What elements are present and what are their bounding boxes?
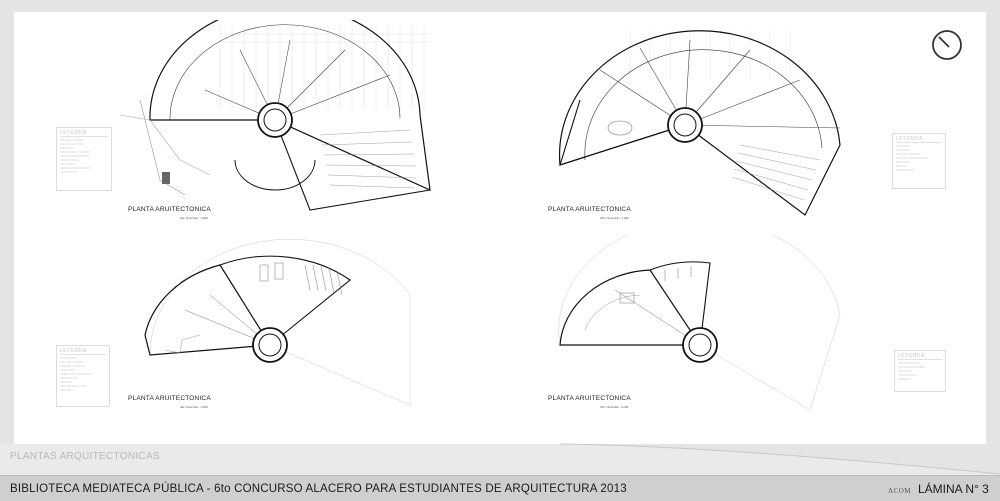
legend-item: RECEPCION Y CONTROL — [60, 151, 92, 154]
floor-plan-3-scale: 3Er. Nivel Esc. 1:200 — [180, 405, 208, 409]
legend-item: CIRCULACION — [898, 374, 916, 377]
legend-item: MEDIATECA — [896, 145, 911, 148]
floor-plan-1 — [110, 20, 470, 220]
legend-heading: LEYENDA — [898, 353, 942, 360]
legend-item: SALA DE REUNIONES — [898, 366, 925, 369]
floor-plan-4-title: PLANTA ARUITECTONICA — [548, 395, 631, 402]
legend-item: SERVICIOS — [896, 161, 911, 164]
floor-plan-4-scale: 4To. Nivel Esc. 1:200 — [600, 405, 629, 409]
legend-item: VESTIBULO — [60, 389, 75, 392]
floor-plan-1-legend — [56, 127, 112, 191]
legend-heading: LEYENDA — [896, 136, 942, 143]
legend-item: ESTANTERIA — [60, 357, 77, 360]
legend-item: AREA DE COMPUTO — [60, 365, 86, 368]
floor-plan-1-title: PLANTA ARUITECTONICA — [128, 206, 211, 213]
legend-item: SERVICIOS SANITARIOS — [60, 167, 91, 170]
floor-plan-3-drawing — [110, 235, 430, 420]
legend-item: CIRCULACION — [60, 171, 78, 174]
legend-item: TERRAZA — [898, 378, 911, 381]
floor-plan-2-drawing — [540, 20, 870, 220]
legend-item: AUDITORIO — [60, 147, 75, 150]
legend-item: TERRAZA — [60, 381, 73, 384]
section-label: PLANTAS ARQUITECTONICAS — [10, 451, 160, 462]
legend-item: AREA DE DESCANSO — [60, 385, 87, 388]
legend-item: CIRCULACION — [896, 169, 914, 172]
legend-item: SALA DE INTERNET — [896, 153, 921, 156]
floor-plan-3 — [110, 235, 430, 420]
legend-item: SERVICIOS — [898, 370, 913, 373]
floor-plan-1-scale: 1Er. Nivel Esc. 1:200 — [180, 216, 208, 220]
floor-plan-1-drawing — [110, 20, 470, 220]
floor-plan-2-scale: 2Do. Nivel Esc. 1:200 — [600, 216, 629, 220]
acom-logo: ACOM — [888, 487, 912, 495]
legend-heading: LEYENDA — [60, 130, 108, 137]
footer-title: BIBLIOTECA MEDIATECA PÚBLICA - 6to CONCURSO ALACERO PARA ESTUDIANTES DE ARQUITECTURA 2013 — [10, 483, 627, 495]
legend-item: SERVICIOS — [60, 369, 75, 372]
legend-item: ADMINISTRACION — [898, 362, 921, 365]
legend-heading: LEYENDA — [60, 348, 106, 355]
legend-item: SALA DE LECTURA — [60, 361, 84, 364]
floor-plan-4-drawing — [540, 235, 870, 420]
floor-plan-2 — [540, 20, 870, 220]
footer-bar — [0, 475, 1000, 501]
legend-item: SALA DE LECTURA — [60, 139, 84, 142]
legend-item: BODEGA — [896, 165, 908, 168]
floor-plan-4-legend — [894, 350, 946, 392]
floor-plan-4 — [540, 235, 870, 420]
legend-item: CIRCULACION — [60, 377, 78, 380]
legend-item: AREA ADMINISTRATIVA — [60, 155, 89, 158]
legend-item: LUDOTECA — [896, 149, 911, 152]
floor-plan-3-legend — [56, 345, 110, 407]
legend-item: CAFETERIA — [60, 163, 75, 166]
floor-plan-3-title: PLANTA ARUITECTONICA — [128, 395, 211, 402]
floor-plan-2-legend — [892, 133, 946, 189]
legend-item: SALA DE LECTURA — [60, 143, 84, 146]
legend-item: CUBICULOS DE ESTUDIO — [60, 373, 92, 376]
north-arrow-icon — [930, 28, 964, 62]
floor-plan-2-title: PLANTA ARUITECTONICA — [548, 206, 631, 213]
sheet-number: LÁMINA N° 3 — [918, 482, 989, 496]
legend-item: HEMEROTECA — [60, 159, 79, 162]
legend-item: SALA DE CONFERENCIAS — [896, 157, 929, 160]
